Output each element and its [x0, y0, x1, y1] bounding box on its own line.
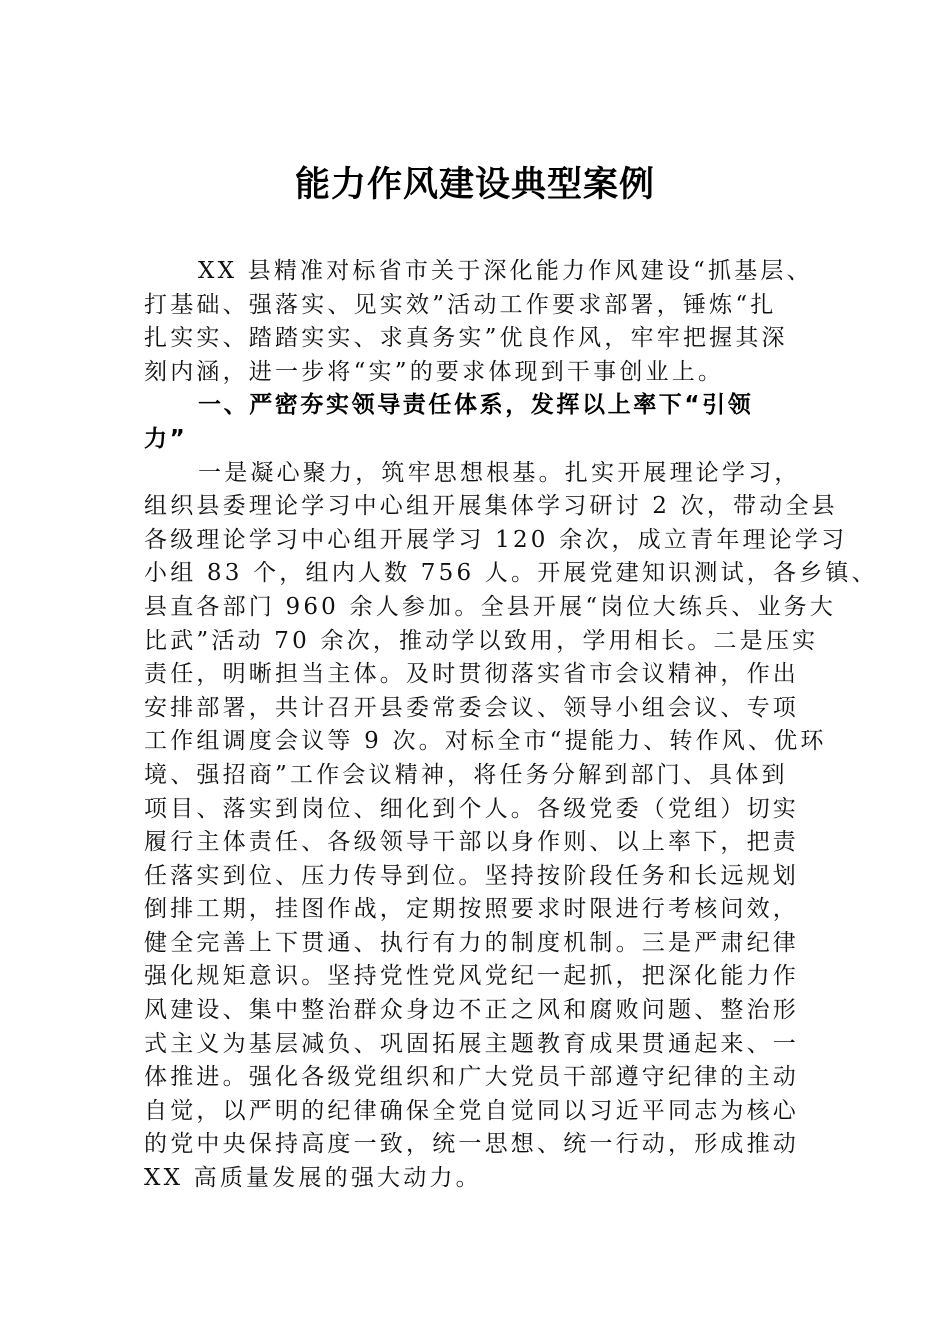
paragraph-line: 任落实到位、压力传导到位。坚持按阶段任务和长远规划	[144, 862, 799, 889]
document-body	[144, 255, 878, 1196]
paragraph-line: 小组 83 个，组内人数 756 人。开展党建知识测试，各乡镇、	[144, 560, 878, 587]
paragraph-line: 工作组调度会议等 9 次。对标全市“提能力、转作风、优环	[144, 728, 827, 755]
paragraph-line: 各级理论学习中心组开展学习 120 余次，成立青年理论学习	[144, 526, 848, 553]
paragraph-line: 安排部署，共计召开县委常委会议、领导小组会议、专项	[144, 694, 799, 721]
paragraph-line: 县直各部门 960 余人参加。全县开展“岗位大练兵、业务大	[144, 593, 837, 620]
paragraph-line: 比武”活动 70 余次，推动学以致用，学用相长。二是压实	[144, 627, 819, 654]
paragraph-line: 刻内涵，进一步将“实”的要求体现到干事创业上。	[144, 358, 725, 385]
paragraph-line: XX 高质量发展的强大动力。	[144, 1165, 482, 1192]
paragraph-line: 体推进。强化各级党组织和广大党员干部遵守纪律的主动	[144, 1064, 799, 1091]
section-heading	[144, 389, 834, 456]
paragraph-line: 一是凝心聚力，筑牢思想根基。扎实开展理论学习，	[198, 459, 801, 486]
paragraph-line: 境、强招商”工作会议精神，将任务分解到部门、具体到	[144, 761, 788, 788]
paragraph-line: 自觉，以严明的纪律确保全党自觉同以习近平同志为核心	[144, 1097, 799, 1124]
paragraph-line: XX 县精准对标省市关于深化能力作风建设“抓基层、	[198, 258, 813, 284]
paragraph-line: 打基础、强落实、见实效”活动工作要求部署，锤炼“扎	[144, 291, 777, 318]
paragraph-line: 责任，明晰担当主体。及时贯彻落实省市会议精神，作出	[144, 661, 799, 688]
paragraph-line: 强化规矩意识。坚持党性党风党纪一起抓，把深化能力作	[144, 963, 799, 990]
paragraph-line: 履行主体责任、各级领导干部以身作则、以上率下，把责	[144, 829, 799, 856]
document-title: 能力作风建设典型案例	[294, 164, 655, 205]
paragraph-line: 组织县委理论学习中心组开展集体学习研讨 2 次，带动全县	[144, 493, 838, 520]
section-paragraph	[144, 457, 878, 1196]
paragraph-line: 健全完善上下贯通、执行有力的制度机制。三是严肃纪律	[144, 929, 799, 956]
intro-paragraph	[144, 255, 834, 389]
paragraph-line: 风建设、集中整治群众身边不正之风和腐败问题、整治形	[144, 997, 799, 1024]
paragraph-line: 的党中央保持高度一致，统一思想、统一行动，形成推动	[144, 1131, 799, 1158]
paragraph-line: 扎实实、踏踏实实、求真务实”优良作风，牢牢把握其深	[144, 325, 788, 352]
paragraph-line: 项目、落实到岗位、细化到个人。各级党委（党组）切实	[144, 795, 799, 822]
paragraph-line: 倒排工期，挂图作战，定期按照要求时限进行考核问效，	[144, 896, 799, 923]
paragraph-line: 式主义为基层减负、巩固拓展主题教育成果贯通起来、一	[144, 1030, 799, 1057]
heading-line: 力”	[144, 425, 188, 452]
heading-line: 一、严密夯实领导责任体系，发挥以上率下“引领	[198, 392, 754, 419]
